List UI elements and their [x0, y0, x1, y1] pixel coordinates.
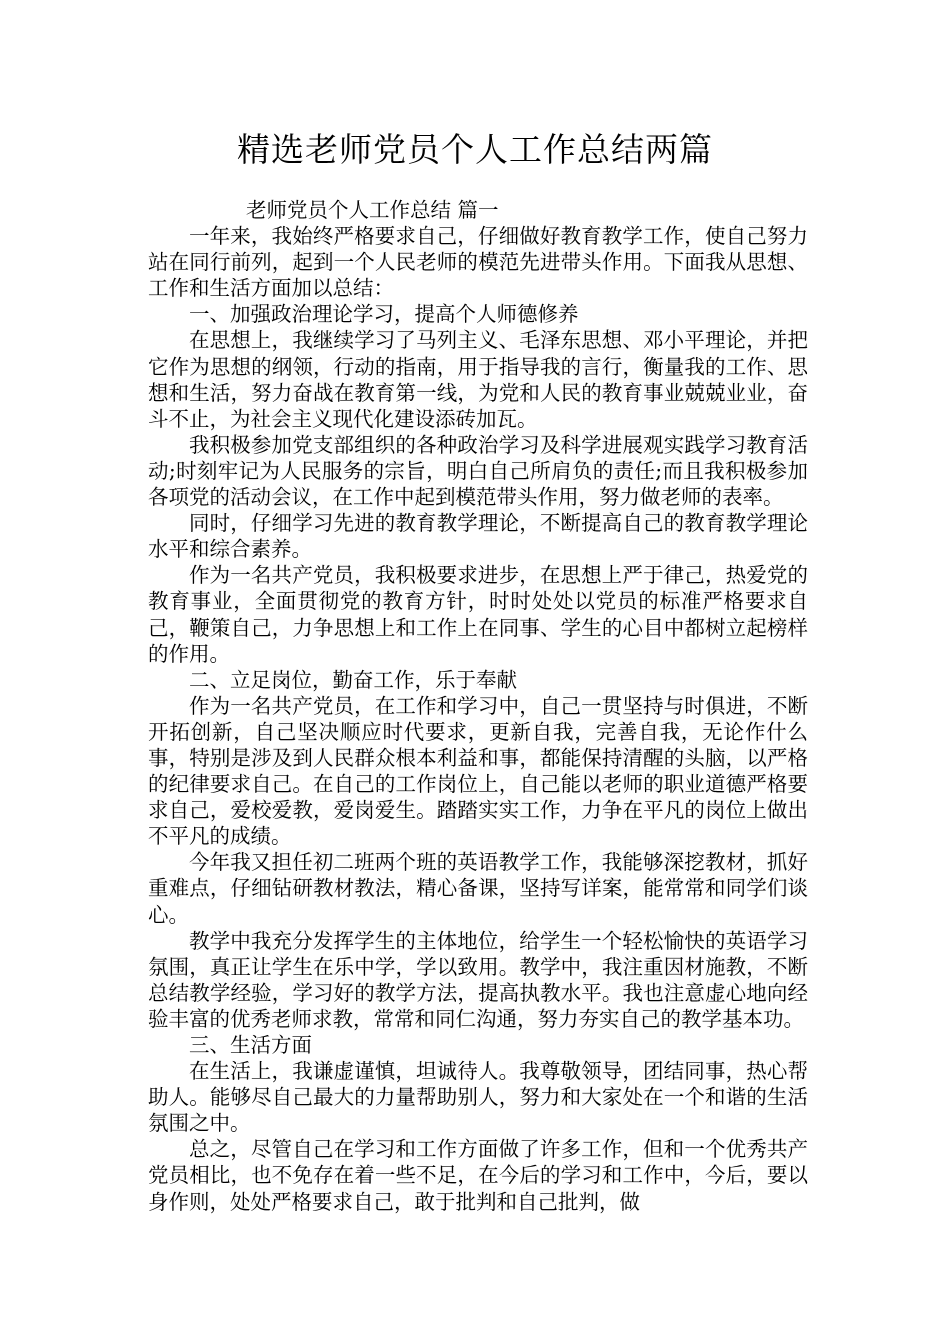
body-paragraph: 同时，仔细学习先进的教育教学理论，不断提高自己的教育教学理论水平和综合素养。	[148, 511, 808, 562]
body-paragraph: 教学中我充分发挥学生的主体地位，给学生一个轻松愉快的英语学习氛围，真正让学生在乐中学，学以致用。教学中，我注重因材施教，不断总结教学经验，学习好的教学方法，提高执教水平。我也注意虚心地向经验丰富的优秀老师求教，常常和同仁沟通，努力夯实自己的教学基本功。	[148, 928, 808, 1031]
paragraph-list	[148, 223, 808, 1215]
document-body	[148, 197, 808, 1215]
body-paragraph: 今年我又担任初二班两个班的英语教学工作，我能够深挖教材，抓好重难点，仔细钻研教材教法，精心备课，坚持写详案，能常常和同学们谈心。	[148, 850, 808, 927]
body-paragraph: 一年来，我始终严格要求自己，仔细做好教育教学工作，使自己努力站在同行前列，起到一个人民老师的模范先进带头作用。下面我从思想、工作和生活方面加以总结：	[148, 224, 808, 301]
section-heading: 二、立足岗位，勤奋工作，乐于奉献	[189, 667, 517, 692]
body-paragraph: 我积极参加党支部组织的各种政治学习及科学进展观实践学习教育活动;时刻牢记为人民服务的宗旨，明白自己所肩负的责任;而且我积极参加各项党的活动会议，在工作中起到模范带头作用，努力做老师的表率。	[148, 432, 808, 510]
section-heading: 三、生活方面	[189, 1033, 312, 1057]
body-paragraph: 总之，尽管自己在学习和工作方面做了许多工作，但和一个优秀共产党员相比，也不免存在着一些不足，在今后的学习和工作中，今后，要以身作则，处处严格要求自己，敢于批判和自己批判，做	[148, 1137, 808, 1214]
section-title: 老师党员个人工作总结 篇一	[246, 198, 499, 222]
body-paragraph: 在生活上，我谦虚谨慎，坦诚待人。我尊敬领导，团结同事，热心帮助人。能够尽自己最大的力量帮助别人，努力和大家处在一个和谐的生活氛围之中。	[148, 1059, 808, 1136]
body-paragraph: 在思想上，我继续学习了马列主义、毛泽东思想、邓小平理论，并把它作为思想的纲领，行动的指南，用于指导我的言行，衡量我的工作、思想和生活，努力奋战在教育第一线，为党和人民的教育事业兢兢业业，奋斗不止，为社会主义现代化建设添砖加瓦。	[148, 328, 808, 431]
body-paragraph: 作为一名共产党员，在工作和学习中，自己一贯坚持与时俱进，不断开拓创新，自己坚决顺应时代要求，更新自我，完善自我，无论作什么事，特别是涉及到人民群众根本利益和事，都能保持清醒的头脑，以严格的纪律要求自己。在自己的工作岗位上，自己能以老师的职业道德严格要求自己，爱校爱教，爱岗爱生。踏踏实实工作，力争在平凡的岗位上做出不平凡的成绩。	[148, 693, 808, 849]
section-heading: 一、加强政治理论学习，提高个人师德修养	[189, 302, 579, 327]
document-title: 精选老师党员个人工作总结两篇	[237, 130, 713, 169]
body-paragraph: 作为一名共产党员，我积极要求进步，在思想上严于律己，热爱党的教育事业，全面贯彻党的教育方针，时时处处以党员的标准严格要求自己，鞭策自己，力争思想上和工作上在同事、学生的心目中都树立起榜样的作用。	[148, 563, 808, 666]
